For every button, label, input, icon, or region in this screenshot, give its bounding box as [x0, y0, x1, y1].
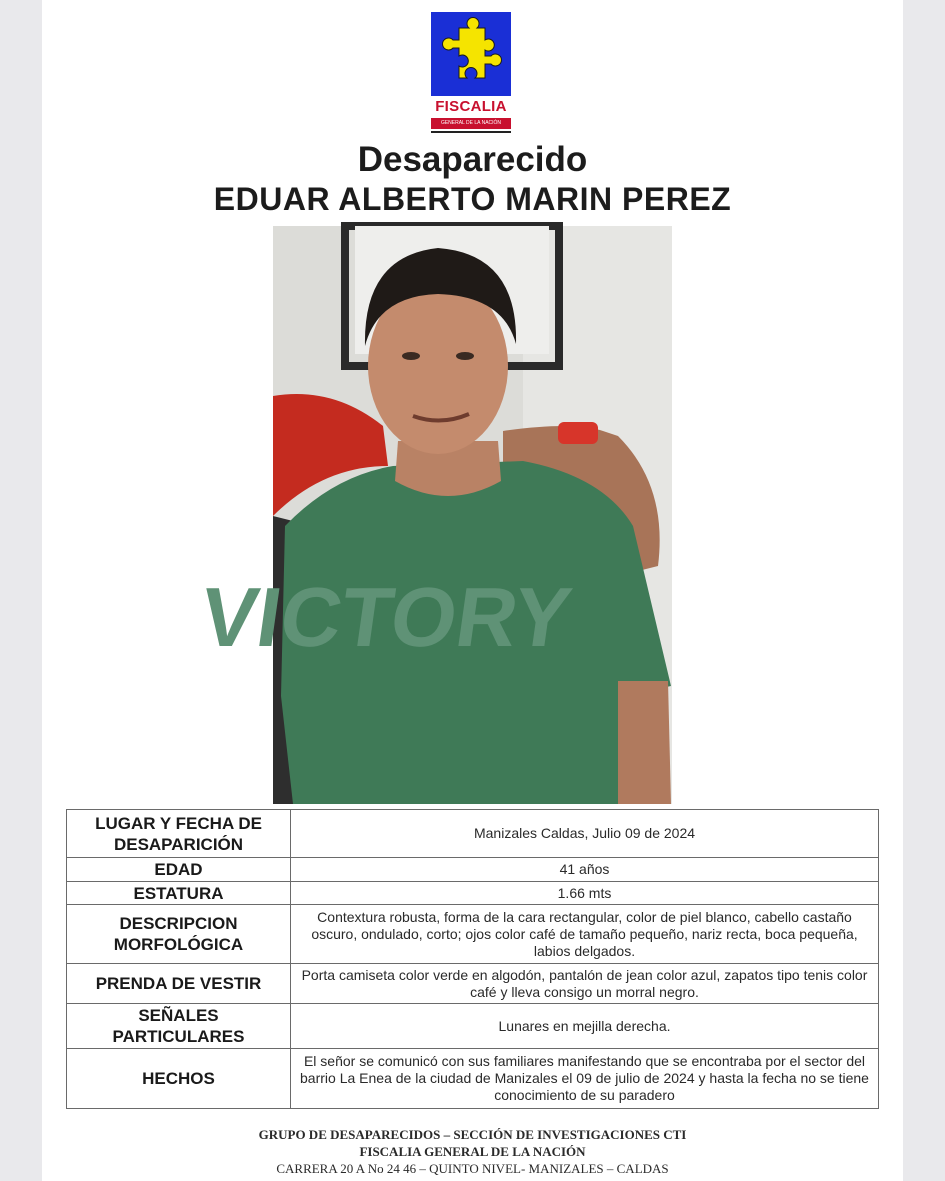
footer-group-line: GRUPO DE DESAPARECIDOS – SECCIÓN DE INVESTIGACIONES CTI: [258, 1127, 687, 1142]
fiscalia-logo: [431, 12, 511, 134]
footer-address-line: CARRERA 20 A No 24 46 – QUINTO NIVEL- MANIZALES – CALDAS: [276, 1161, 669, 1176]
logo-square: [431, 12, 511, 96]
table-row: [67, 858, 879, 882]
row-value: El señor se comunicó con sus familiares manifestando que se encontraba por el sector del barrio La Enea de la ciudad de Manizales el 09 de julio de 2024 y hasta la fecha no se tiene conocimiento de su paradero: [291, 1049, 879, 1109]
row-value: Manizales Caldas, Julio 09 de 2024: [291, 810, 879, 858]
row-value: 41 años: [291, 858, 879, 882]
logo-underline: [431, 131, 511, 133]
logo-name: FISCALIA: [435, 98, 507, 115]
logo-subtitle: GENERAL DE LA NACIÓN: [431, 118, 511, 129]
row-value: Contextura robusta, forma de la cara rectangular, color de piel blanco, cabello castaño oscuro, ondulado, corto; ojos color café de tamaño pequeño, nariz recta, boca pequeña, labios delgados.: [291, 905, 879, 964]
table-row: [67, 810, 879, 858]
row-label: HECHOS: [67, 1049, 291, 1109]
poster-title: Desaparecido: [357, 140, 588, 179]
row-label: PRENDA DE VESTIR: [67, 964, 291, 1004]
footer-agency-line: FISCALIA GENERAL DE LA NACIÓN: [359, 1144, 586, 1159]
row-value: Lunares en mejilla derecha.: [291, 1004, 879, 1049]
row-label: LUGAR Y FECHA DE DESAPARICIÓN: [67, 810, 291, 858]
row-label: DESCRIPCION MORFOLÓGICA: [67, 905, 291, 964]
row-value: Porta camiseta color verde en algodón, pantalón de jean color azul, zapatos tipo tenis color café y lleva consigo un morral negro.: [291, 964, 879, 1004]
missing-person-info-table: [66, 809, 879, 1109]
missing-person-name: EDUAR ALBERTO MARIN PEREZ: [213, 181, 732, 217]
shirt-print-text: VICTORY: [195, 570, 577, 664]
row-label: SEÑALES PARTICULARES: [67, 1004, 291, 1049]
puzzle-piece-icon: [431, 12, 511, 96]
table-row: [67, 882, 879, 905]
row-label: ESTATURA: [67, 882, 291, 905]
photo-illustration: [195, 226, 672, 804]
missing-person-photo: [195, 226, 672, 804]
table-row: [67, 905, 879, 964]
row-value: 1.66 mts: [291, 882, 879, 905]
table-row: [67, 1004, 879, 1049]
row-label: EDAD: [67, 858, 291, 882]
table-row: [67, 1049, 879, 1109]
table-row: [67, 964, 879, 1004]
